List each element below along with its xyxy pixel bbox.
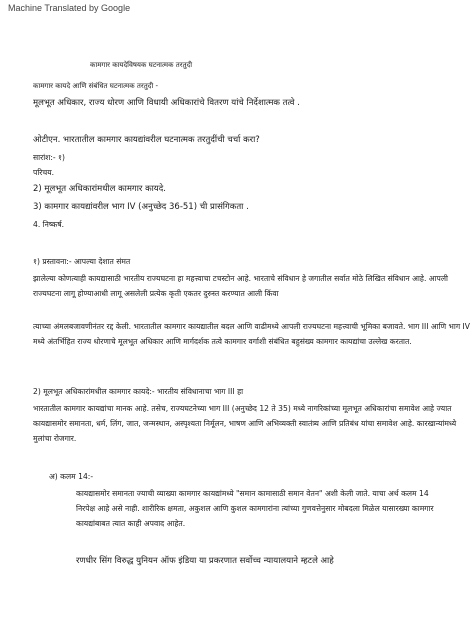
summary-item: 2) मूलभूत अधिकारांमधील कामगार कायदे. <box>33 184 166 194</box>
summary-item: 4. निष्कर्ष. <box>33 220 65 229</box>
summary-item: परिचय. <box>33 168 55 177</box>
section-1-heading: १) प्रस्तावना:- आपल्या देशात संमत <box>33 257 131 266</box>
discussion-question: ओटीएन. भारतातील कामगार कायद्यांवरील घटनात्मक तरतुदींची चर्चा करा? <box>33 135 260 145</box>
summary-label: सारांश:- १) <box>33 153 65 162</box>
summary-item: 3) कामगार कायद्यांवरील भाग IV (अनुच्छेद 36-51) ची प्रासंगिकता . <box>33 202 249 212</box>
subsection-a-heading: अ) कलम 14:- <box>49 472 94 481</box>
doc-title: कामगार कायदेविषयक घटनात्मक तरतुदी <box>90 61 193 69</box>
subsection-a-paragraph: कायद्यासमोर समानता ज्याची व्याख्या कामगार कायद्यांमध्ये "समान कामासाठी समान वेतन" अशी केली जाते. याचा अर्थ कलम 14 निरपेक्ष आहे असे नाही. शारीरिक क्षमता, अकुशल आणि कुशल कामगारांना त्यांच्या गुणवत्तेनुसार मोबदला मिळेल यासारख्या कामगार कायद्यांबाबत त्यात काही अपवाद आहेत. <box>76 489 434 528</box>
doc-subtitle: कामगार कायदे आणि संबंधित घटनात्मक तरतुदी - <box>33 82 158 90</box>
section-1-paragraph: झालेल्या कोणत्याही कायद्यासाठी भारतीय राज्यघटना हा महत्त्वाचा टचस्टोन आहे. भारताचे संविधान हे जगातील सर्वात मोठे लिखित संविधान आहे. आपली राज्यघटना लागू होण्याआधी लागू असलेली प्रत्येक कृती एकतर दुरुस्त करण्यात आली किंवा <box>33 274 448 298</box>
machine-translated-banner: Machine Translated by Google <box>8 3 131 13</box>
heading-fundamental-rights: मूलभूत अधिकार, राज्य धोरण आणि विधायी अधिकारांचे वितरण यांचे निर्देशात्मक तत्वे . <box>33 98 300 108</box>
section-2-paragraph: भारतातील कामगार कायद्यांचा मानक आहे. तसेच, राज्यघटनेच्या भाग III (अनुच्छेद 12 ते 35) मध्ये नागरिकांच्या मूलभूत अधिकारांचा समावेश आहे ज्यात कायद्यासमोर समानता, धर्म, लिंग, जात, जन्मस्थान, अस्पृश्यता निर्मूलन, भाषण आणि अभिव्यक्ती स्वातंत्र्य आणि प्रतिबंध यांचा समावेश आहे. कारखान्यांमध्ये मुलांचा रोजगार. <box>33 404 457 443</box>
section-2-heading: 2) मूलभूत अधिकारांमधील कामगार कायदे:- भारतीय संविधानाचा भाग III हा <box>33 387 244 396</box>
section-1-paragraph: त्याच्या अंमलबजावणीनंतर रद्द केली. भारतातील कामगार कायद्यातील बदल आणि वाढीमध्ये आपली राज्यघटना महत्त्वाची भूमिका बजावते. भाग III आणि भाग IV मध्ये अंतर्भिहित राज्य धोरणाचे मूलभूत अधिकार आणि मार्गदर्शक तत्वे कामगार वर्गाशी संबंधित बहुसंख्य कामगार कायद्यांचा उल्लेख करतात. <box>33 322 470 346</box>
closing-line: रणधीर सिंग विरुद्ध युनियन ऑफ इंडिया या प्रकरणात सर्वोच्च न्यायालयाने म्हटले आहे <box>76 556 334 566</box>
